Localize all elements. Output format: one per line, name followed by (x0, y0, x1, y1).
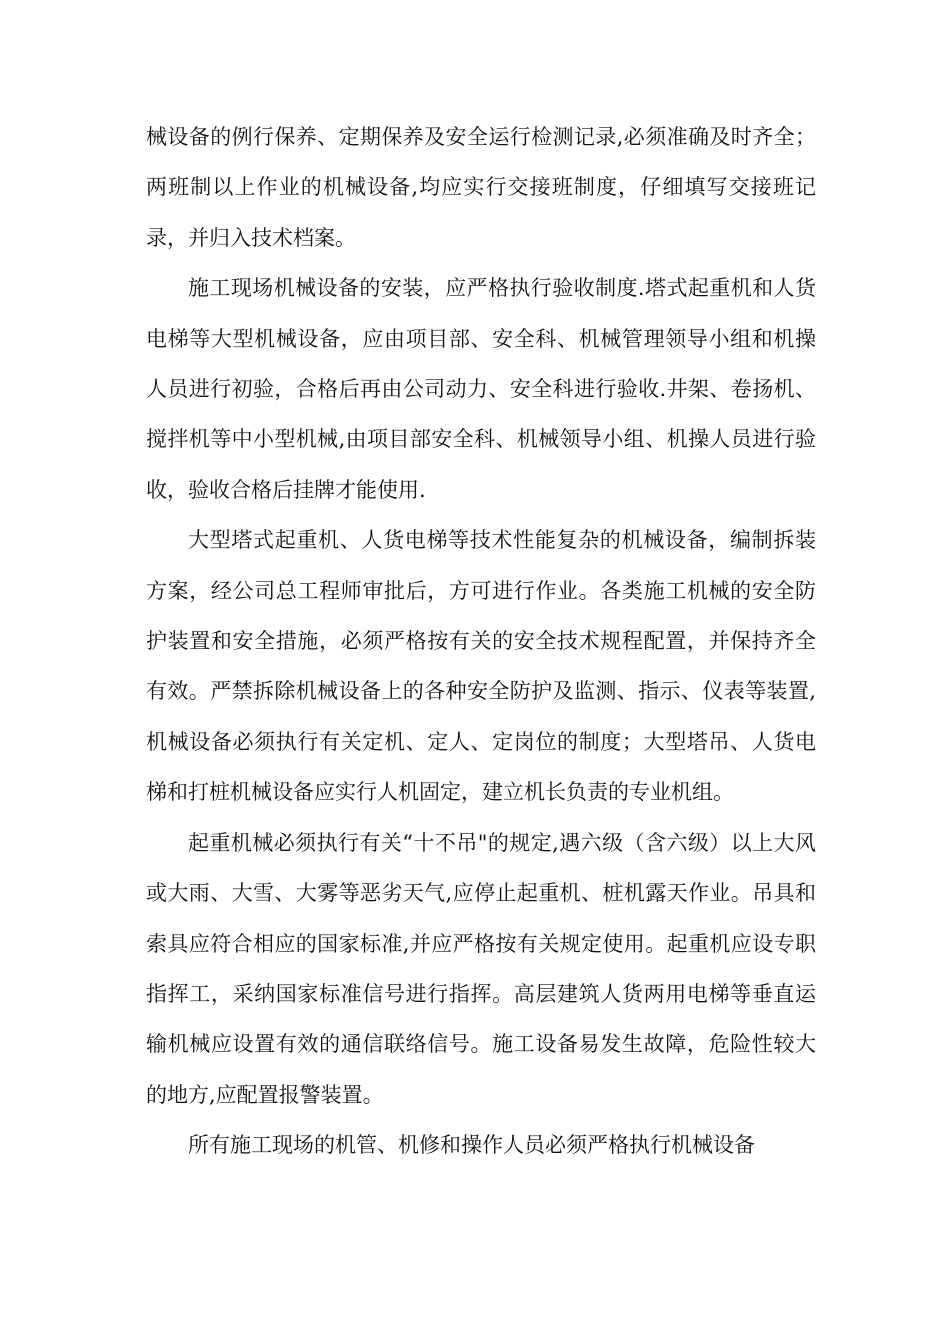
paragraph-2: 施工现场机械设备的安装，应严格执行验收制度.塔式起重机和人货电梯等大型机械设备，应由项目部、安全科、机械管理领导小组和机操人员进行初验，合格后再由公司动力、安全科进行验收.井架、卷扬机、搅拌机等中小型机械,由项目部安全科、机械领导小组、机操人员进行验收，验收合格后挂牌才能使用. (146, 276, 816, 502)
paragraph-4: 起重机械必须执行有关“十不吊"的规定,遇六级（含六级）以上大风或大雨、大雪、大雾等恶劣天气,应停止起重机、桩机露天作业。吊具和索具应符合相应的国家标准,并应严格按有关规定使用。起重机应设专职指挥工，采纳国家标准信号进行指挥。高层建筑人货两用电梯等垂直运输机械应设置有效的通信联络信号。施工设备易发生故障，危险性较大的地方,应配置报警装置。 (146, 830, 816, 1107)
paragraph-1: 械设备的例行保养、定期保养及安全运行检测记录,必须准确及时齐全；两班制以上作业的机械设备,均应实行交接班制度，仔细填写交接班记录，并归入技术档案。 (146, 125, 816, 250)
paragraph-3: 大型塔式起重机、人货电梯等技术性能复杂的机械设备，编制拆装方案，经公司总工程师审批后，方可进行作业。各类施工机械的安全防护装置和安全措施，必须严格按有关的安全技术规程配置，并保持齐全有效。严禁拆除机械设备上的各种安全防护及监测、指示、仪表等装置,机械设备必须执行有关定机、定人、定岗位的制度；大型塔吊、人货电梯和打桩机械设备应实行人机固定，建立机长负责的专业机组。 (146, 528, 816, 805)
paragraph-5: 所有施工现场的机管、机修和操作人员必须严格执行机械设备 (188, 1133, 755, 1158)
document-body (146, 112, 816, 1171)
